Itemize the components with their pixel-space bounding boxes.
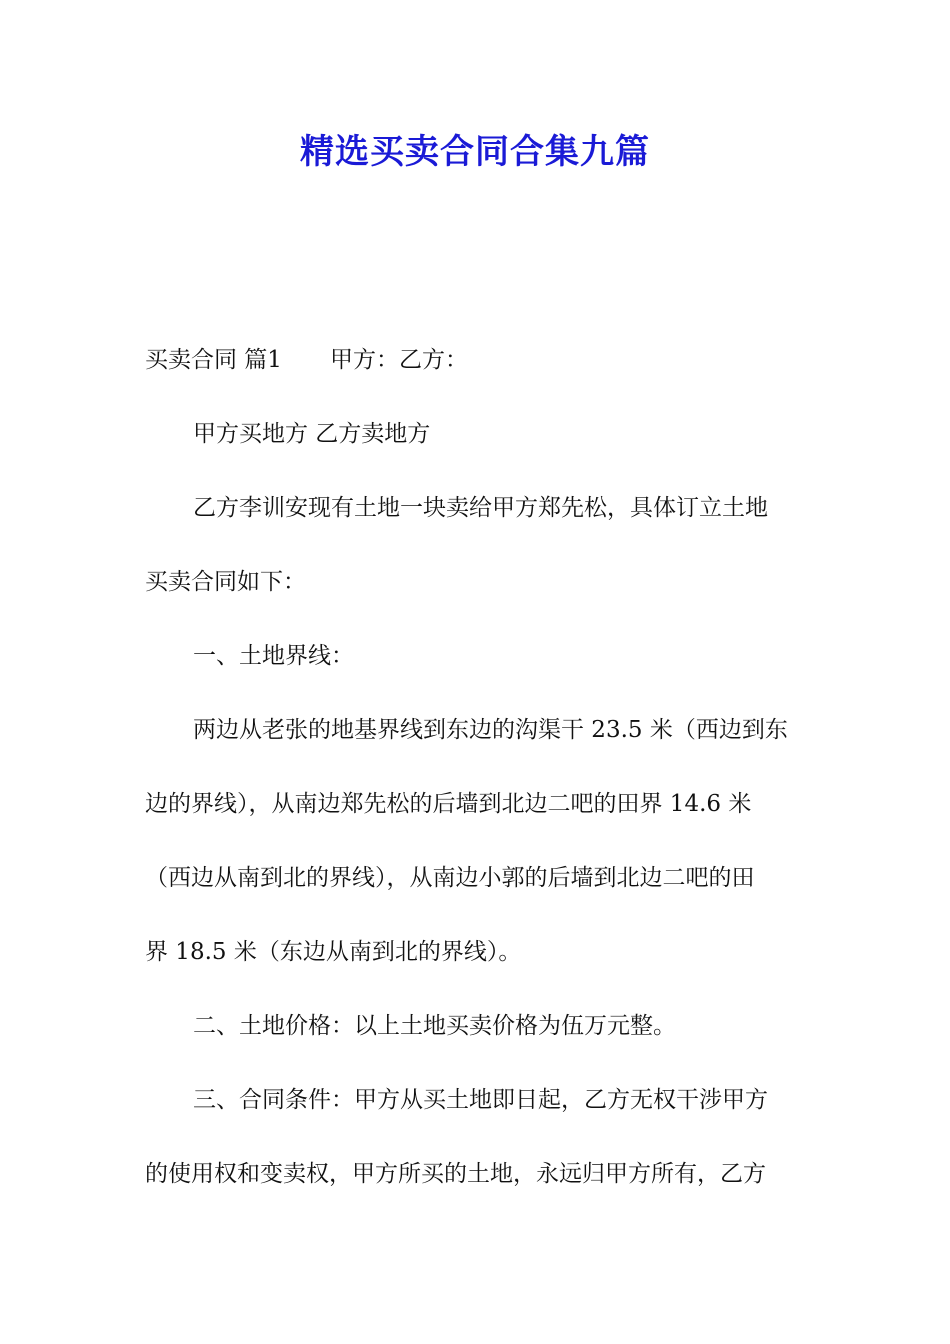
paragraph-line: 三、合同条件：甲方从买土地即日起，乙方无权干涉甲方: [193, 1087, 768, 1113]
document-title: 精选买卖合同合集九篇: [300, 132, 650, 172]
paragraph-line: 甲方买地方 乙方卖地方: [193, 421, 431, 447]
contract-parties: 甲方：乙方：: [329, 347, 468, 373]
paragraph-line: （西边从南到北的界线），从南边小郭的后墙到北边二吧的田: [145, 865, 755, 891]
paragraph-line: 的使用权和变卖权，甲方所买的土地，永远归甲方所有，乙方: [145, 1161, 766, 1187]
contract-heading: 买卖合同 篇1: [145, 347, 282, 373]
paragraph-line: 两边从老张的地基界线到东边的沟渠干 23.5 米（西边到东: [193, 717, 788, 743]
paragraph-line: 边的界线），从南边郑先松的后墙到北边二吧的田界 14.6 米: [145, 791, 752, 817]
section-heading: 一、土地界线：: [193, 643, 354, 669]
paragraph-line: 界 18.5 米（东边从南到北的界线）。: [145, 939, 522, 965]
contract-heading-line: [145, 338, 810, 412]
document-body: [145, 338, 810, 1226]
paragraph-line: 乙方李训安现有土地一块卖给甲方郑先松，具体订立土地: [193, 495, 768, 521]
paragraph-line: 买卖合同如下：: [145, 569, 306, 595]
paragraph-line: 二、土地价格：以上土地买卖价格为伍万元整。: [193, 1013, 676, 1039]
